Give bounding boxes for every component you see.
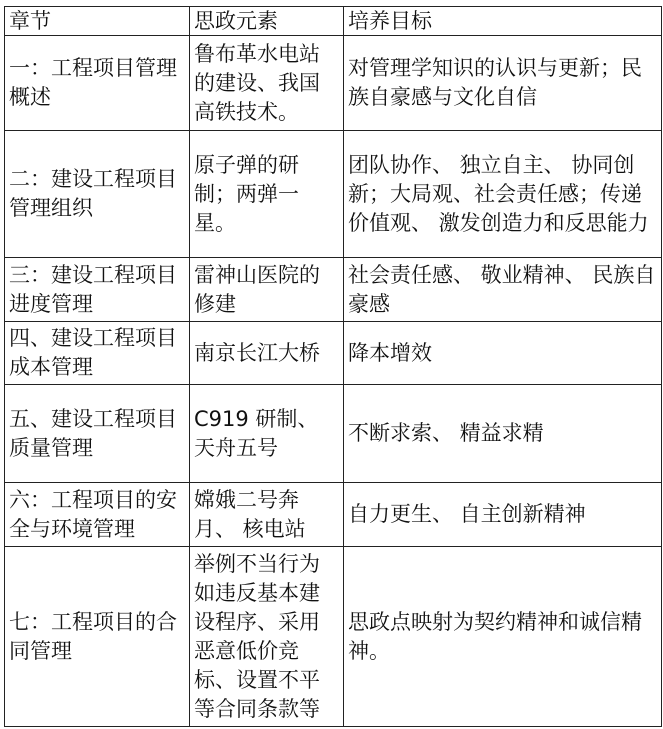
goal-cell: 团队协作、 独立自主、 协同创新；大局观、社会责任感；传递价值观、 激发创造力和反思能力 [344,131,662,258]
chapter-cell: 五、建设工程项目质量管理 [5,385,190,483]
goal-cell: 对管理学知识的认识与更新；民族自豪感与文化自信 [344,36,662,131]
element-cell: 举例不当行为如违反基本建设程序、采用恶意低价竞标、设置不平等合同条款等 [190,547,344,727]
table-row [5,547,662,727]
chapter-cell: 三：建设工程项目进度管理 [5,258,190,322]
header-goal: 培养目标 [344,7,662,36]
header-chapter: 章节 [5,7,190,36]
element-cell: 原子弹的研制；两弹一星。 [190,131,344,258]
element-cell: 雷神山医院的修建 [190,258,344,322]
chapter-cell: 四、建设工程项目成本管理 [5,322,190,385]
element-cell: 鲁布革水电站的建设、我国高铁技术。 [190,36,344,131]
table-row [5,36,662,131]
table-row [5,131,662,258]
table-row [5,258,662,322]
goal-cell: 社会责任感、 敬业精神、 民族自豪感 [344,258,662,322]
element-cell: 南京长江大桥 [190,322,344,385]
table-row [5,483,662,547]
table-row [5,385,662,483]
element-cell: 嫦娥二号奔月、 核电站 [190,483,344,547]
chapter-cell: 二：建设工程项目管理组织 [5,131,190,258]
goal-cell: 不断求索、 精益求精 [344,385,662,483]
goal-cell: 自力更生、 自主创新精神 [344,483,662,547]
goal-cell: 降本增效 [344,322,662,385]
table-header-row [5,7,662,36]
element-cell: C919 研制、 天舟五号 [190,385,344,483]
chapter-cell: 七：工程项目的合同管理 [5,547,190,727]
chapter-cell: 一：工程项目管理概述 [5,36,190,131]
ideology-table [4,6,662,727]
goal-cell: 思政点映射为契约精神和诚信精神。 [344,547,662,727]
chapter-cell: 六：工程项目的安全与环境管理 [5,483,190,547]
header-element: 思政元素 [190,7,344,36]
table-row [5,322,662,385]
